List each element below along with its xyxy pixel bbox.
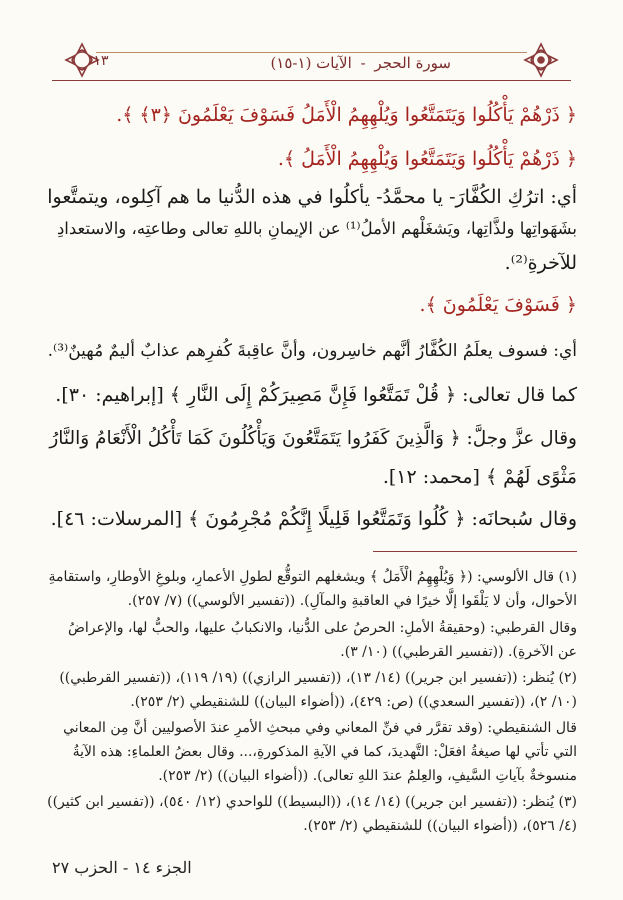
footnote-line: قال الشنقيطي: (وقد تقرَّر في فنِّ المعاني وفي مبحثِ الأمرِ عندَ الأصوليين أنَّ مِن المعاني bbox=[63, 720, 577, 736]
verse-range: الآيات (١-١٥) bbox=[270, 54, 352, 72]
tafsir-line: أي: فسوف يعلَمُ الكُفَّارُ أنَّهم خاسِرون، وأنَّ عاقِبةَ كُفرِهم عذابٌ أليمٌ مُهينٌ⁽³⁾. bbox=[47, 341, 577, 361]
header-rule bbox=[96, 52, 527, 53]
footnote-line: (١٠/ ٢)، ((تفسير السعدي)) (ص: ٤٢٩)، ((أضواء البيان)) للشنقيطي (٢/ ٢٥٣). bbox=[130, 694, 577, 710]
footnote-line: (٣) يُنظر: ((تفسير ابن جرير)) (١٤/ ١٤)، ((البسيط)) للواحدي (١٢/ ٥٤٠)، ((تفسير ابن كثير)) bbox=[47, 794, 577, 810]
tafsir-line: بشَهَواتِها ولذَّاتِها، ويَشغَلْهم الأملُ⁽¹⁾ عن الإيمانِ باللهِ تعالى وطاعتِه، والاستعدادِ bbox=[56, 219, 577, 238]
surah-name: سورة الحجر bbox=[374, 54, 451, 72]
header-separator: - bbox=[360, 54, 366, 72]
tafsir-line: للآخرةِ⁽²⁾. bbox=[504, 252, 577, 274]
footnote-line: التي تأتي لها صيغةُ افعَلْ: التَّهديدَ، كما في الآيةِ المذكورةِ،... وقال بعضُ العلماءِ: هذه الآيةُ bbox=[72, 744, 577, 760]
footnote-line: عن الآخرةِ). ((تفسير القرطبي)) (١٠/ ٣). bbox=[340, 644, 577, 660]
verse-line: ﴿ ذَرْهُمْ يَأْكُلُوا وَيَتَمَتَّعُوا وَيُلْهِهِمُ الْأَمَلُ فَسَوْفَ يَعْلَمُونَ ﴿٣﴾ ﴾. bbox=[116, 104, 577, 126]
tafsir-line: وقال عزَّ وجلَّ: ﴿ وَالَّذِينَ كَفَرُوا يَتَمَتَّعُونَ وَيَأْكُلُونَ كَمَا تَأْكُلُ الْأَنْعَامُ وَالنَّارُ bbox=[49, 428, 577, 449]
footnote-line: منسوخةٌ بآياتِ السَّيفِ، والعِلمُ عندَ اللهِ تعالى). ((أضواء البيان)) (٢/ ٢٥٣). bbox=[158, 768, 577, 784]
header-title bbox=[270, 54, 451, 72]
page-header bbox=[52, 46, 571, 81]
footnote-line: (٢) يُنظر: ((تفسير ابن جرير)) (١٤/ ١٣)، ((تفسير الرازي)) (١٩/ ١١٩)، ((تفسير القرطبي)) bbox=[59, 670, 577, 686]
tafsir-line: مَثْوًى لَهُمْ ﴾ [محمد: ١٢]. bbox=[382, 466, 577, 488]
tafsir-line: أي: اترُكِ الكُفَّارَ- يا محمَّدُ- يأكلُوا في هذه الدُّنيا ما هم آكِلوه، ويتمتَّعوا bbox=[47, 186, 577, 208]
verse-line: ﴿ فَسَوْفَ يَعْلَمُونَ ﴾. bbox=[419, 294, 577, 316]
footnote-line: الأحوال، وأن لا يَلْقَوا إلَّا خيرًا في العاقبةِ والمآلِ). ((تفسير الألوسي)) (٧/ ٢٥٧). bbox=[127, 593, 577, 609]
verse-line: ﴿ ذَرْهُمْ يَأْكُلُوا وَيَتَمَتَّعُوا وَيُلْهِهِمُ الْأَمَلُ ﴾. bbox=[277, 148, 577, 170]
footnote-line: (٤/ ٥٢٦)، ((أضواء البيان)) للشنقيطي (٢/ ٢٥٣). bbox=[303, 818, 577, 834]
page-footer: الجزء ١٤ - الحزب ٢٧ bbox=[52, 858, 192, 877]
footnote-divider bbox=[373, 551, 577, 552]
page-number: ١٣ bbox=[93, 53, 109, 69]
header-ornament-right-icon bbox=[521, 40, 561, 80]
tafsir-line: كما قال تعالى: ﴿ قُلْ تَمَتَّعُوا فَإِنَّ مَصِيرَكُمْ إِلَى النَّارِ ﴾ [إبراهيم: ٣٠]. bbox=[55, 384, 577, 406]
footnote-line: وقال القرطبي: (وحقيقةُ الأملِ: الحرصُ على الدُّنيا، والانكبابُ عليها، والحبُّ لها، والإعراضُ bbox=[67, 620, 577, 636]
footnote-line: (١) قال الألوسي: (﴿ وَيُلْهِهِمُ الْأَمَلُ ﴾ ويشغلهم التوقُّع لطولِ الأعمارِ، وبلوغِ الأوطارِ، واستقامةِ bbox=[48, 569, 577, 585]
tafsir-line: وقال سُبحانَه: ﴿ كُلُوا وَتَمَتَّعُوا قَلِيلًا إِنَّكُمْ مُجْرِمُونَ ﴾ [المرسلات: ٤٦]. bbox=[50, 508, 577, 530]
